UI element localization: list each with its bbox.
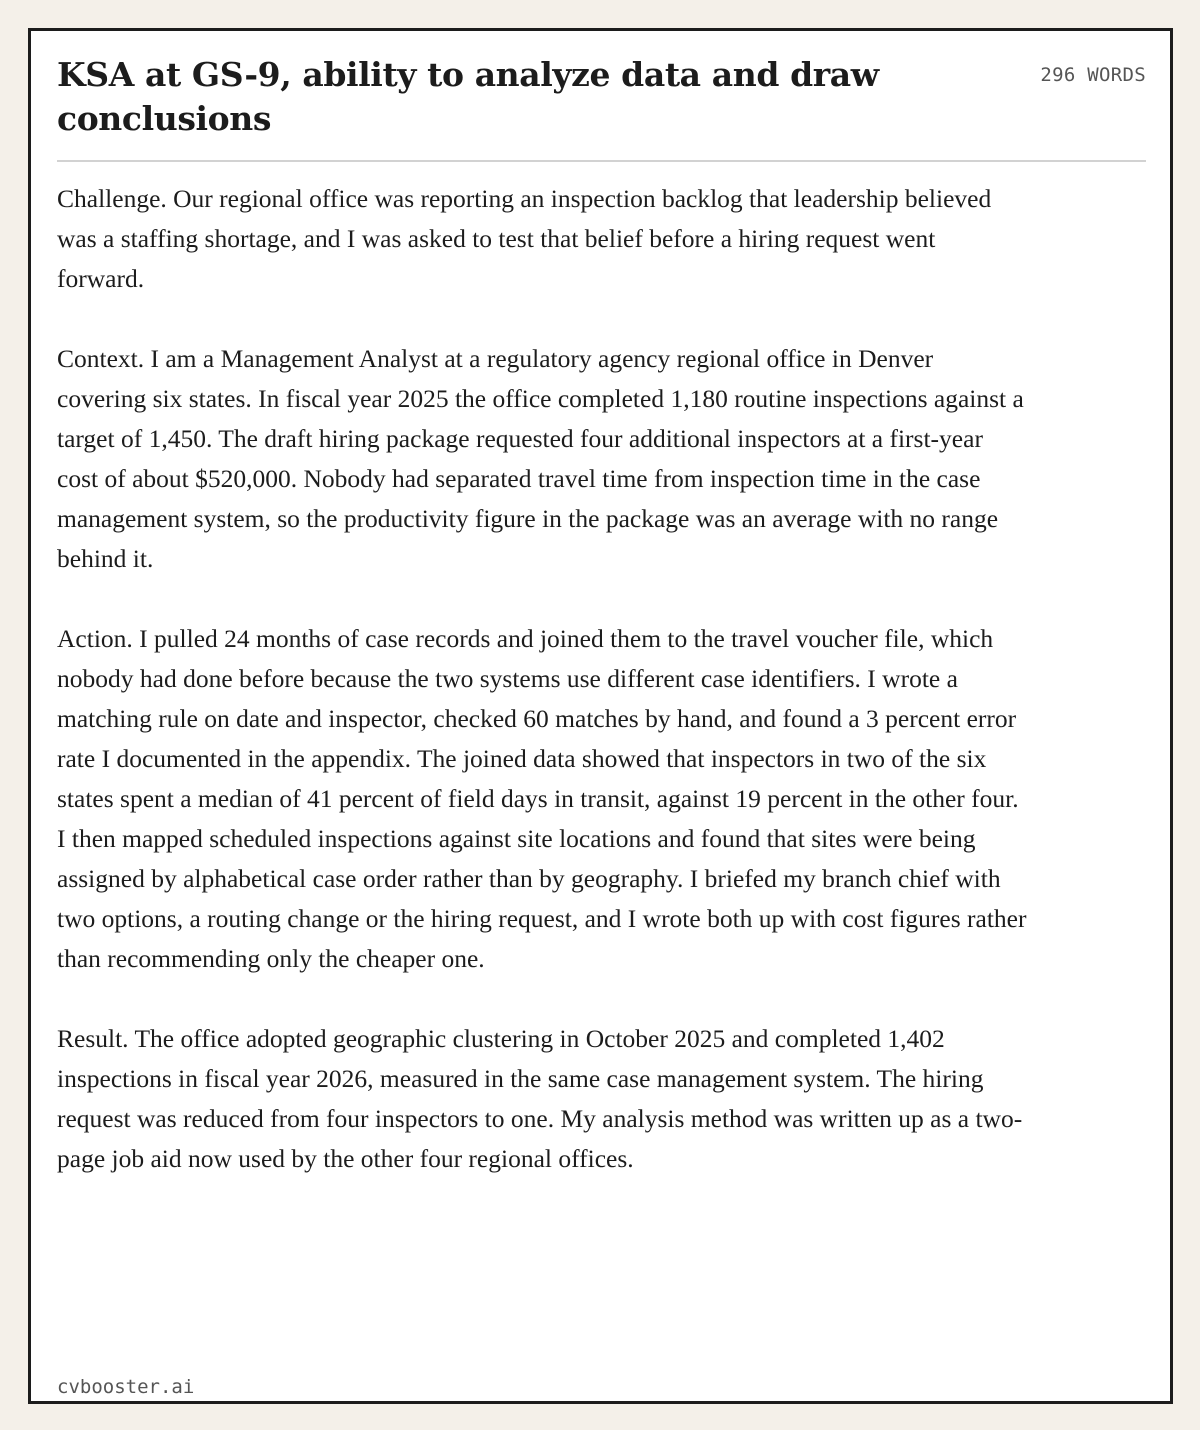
essay-body — [57, 179, 1027, 1219]
ksa-card — [28, 28, 1173, 1404]
header-divider — [57, 160, 1146, 162]
card-header — [57, 53, 1146, 141]
paragraph-context: Context. I am a Management Analyst at a regulatory agency regional office in Denver covering six states. In fiscal year 2025 the office completed 1,180 routine inspections against a target of 1,450. The draft hiring package requested four additional inspectors at a first-year cost of about $520,000. Nobody had separated travel time from inspection time in the case management system, so the productivity figure in the package was an average with no range behind it. — [57, 344, 1024, 573]
paragraph-result: Result. The office adopted geographic clustering in October 2025 and completed 1,402 inspections in fiscal year 2026, measured in the same case management system. The hiring request was reduced from four inspectors to one. My analysis method was written up as a two-page job aid now used by the other four regional offices. — [57, 1024, 1023, 1173]
paragraph-challenge: Challenge. Our regional office was reporting an inspection backlog that leadership believed was a staffing shortage, and I was asked to test that belief before a hiring request went forward. — [57, 184, 992, 293]
paragraph-action: Action. I pulled 24 months of case records and joined them to the travel voucher file, which nobody had done before because the two systems use different case identifiers. I wrote a matching rule on date and inspector, checked 60 matches by hand, and found a 3 percent error rate I documented in the appendix. The joined data showed that inspectors in two of the six states spent a median of 41 percent of field days in transit, against 19 percent in the other four. I then mapped scheduled inspections against site locations and found that sites were being assigned by alphabetical case order rather than by geography. I briefed my branch chief with two options, a routing change or the hiring request, and I wrote both up with cost figures rather than recommending only the cheaper one. — [57, 624, 1027, 973]
word-count-badge: 296 WORDS — [1040, 64, 1146, 86]
page-title: KSA at GS-9, ability to analyze data and draw conclusions — [57, 55, 879, 138]
footer-brand: cvbooster.ai — [57, 1376, 195, 1398]
